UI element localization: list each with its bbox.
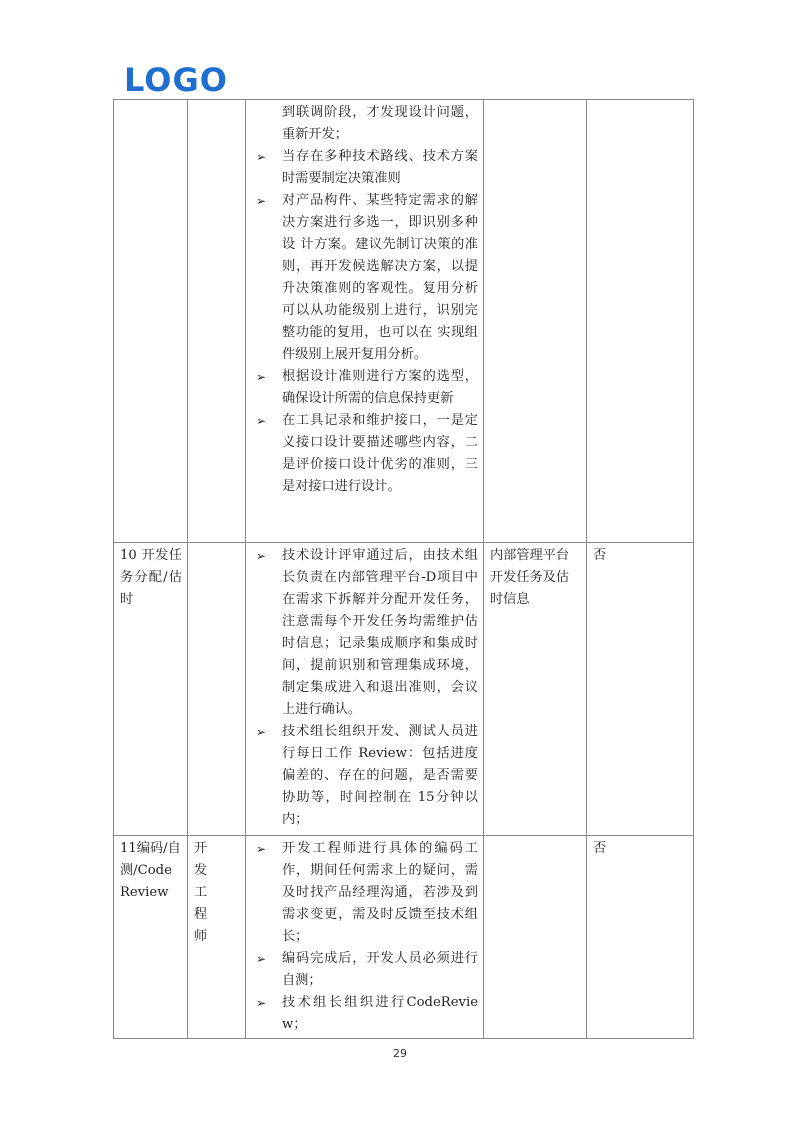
role-cell (188, 543, 246, 836)
role-cell (188, 100, 246, 543)
list-item: ➢ 开发工程师进行具体的编码工作，期间任何需求上的疑问，需及时找产品经理沟通，若涉及到需求变更，需及时反馈至技术组长； (252, 838, 478, 948)
list-item: ➢ 编码完成后，开发人员必须进行自测； (252, 948, 478, 992)
activity-cell (246, 100, 484, 543)
activity-cell (246, 543, 484, 836)
page-number: 29 (393, 1047, 407, 1060)
logo: LOGO (124, 61, 228, 99)
arrowhead-bullet-icon: ➢ (256, 952, 267, 966)
list-item: ➢ 技术设计评审通过后，由技术组长负责在内部管理平台-D项目中在需求下拆解并分配开发任务，注意需每个开发任务均需维护估时信息；记录集成顺序和集成时间，提前识别和管理集成环境，制定集成进入和退出准则，会议上进行确认。 (252, 545, 478, 721)
process-table (113, 99, 694, 1039)
arrowhead-bullet-icon: ➢ (256, 725, 267, 739)
list-item: ➢ 当存在多种技术路线、技术方案时需要制定决策准则 (252, 146, 478, 190)
output-cell: 内部管理平台开发任务及估时信息 (484, 543, 587, 836)
list-item: ➢ 技术组长组织开发、测试人员进行每日工作 Review：包括进度偏差的、存在的问题，是否需要协助等，时间控制在 15分钟以内； (252, 721, 478, 831)
list-item: 到联调阶段，才发现设计问题，重新开发； (282, 105, 478, 142)
table-row (114, 836, 694, 1039)
arrowhead-bullet-icon: ➢ (256, 549, 267, 563)
table-row (114, 543, 694, 836)
step-cell (114, 100, 188, 543)
step-cell: 10 开发任务分配/估时 (114, 543, 188, 836)
arrowhead-bullet-icon: ➢ (256, 150, 267, 164)
flag-cell: 否 (587, 836, 694, 1039)
list-item: ➢ 技术组长组织进行CodeReview； (252, 992, 478, 1036)
activity-cell (246, 836, 484, 1039)
output-cell (484, 100, 587, 543)
step-cell: 11编码/自测/Code Review (114, 836, 188, 1039)
list-item: ➢ 根据设计准则进行方案的选型，确保设计所需的信息保持更新 (252, 366, 478, 410)
arrowhead-bullet-icon: ➢ (256, 370, 267, 384)
arrowhead-bullet-icon: ➢ (256, 414, 267, 428)
arrowhead-bullet-icon: ➢ (256, 842, 267, 856)
list-item: ➢ 对产品构件、某些特定需求的解决方案进行多选一，即识别多种设 计方案。建议先制订决策的准则，再开发候选解决方案，以提升决策准则的客观性。复用分析可以从功能级别上进行，识别完整功能的复用，也可以在 实现组件级别上展开复用分析。 (252, 190, 478, 366)
table-row (114, 100, 694, 543)
flag-cell: 否 (587, 543, 694, 836)
arrowhead-bullet-icon: ➢ (256, 996, 267, 1010)
flag-cell (587, 100, 694, 543)
output-cell (484, 836, 587, 1039)
role-cell: 开 发 工 程 师 (188, 836, 246, 1039)
arrowhead-bullet-icon: ➢ (256, 194, 267, 208)
list-item: ➢ 在工具记录和维护接口，一是定义接口设计要描述哪些内容，二 是评价接口设计优劣的准则，三是对接口进行设计。 (252, 410, 478, 498)
